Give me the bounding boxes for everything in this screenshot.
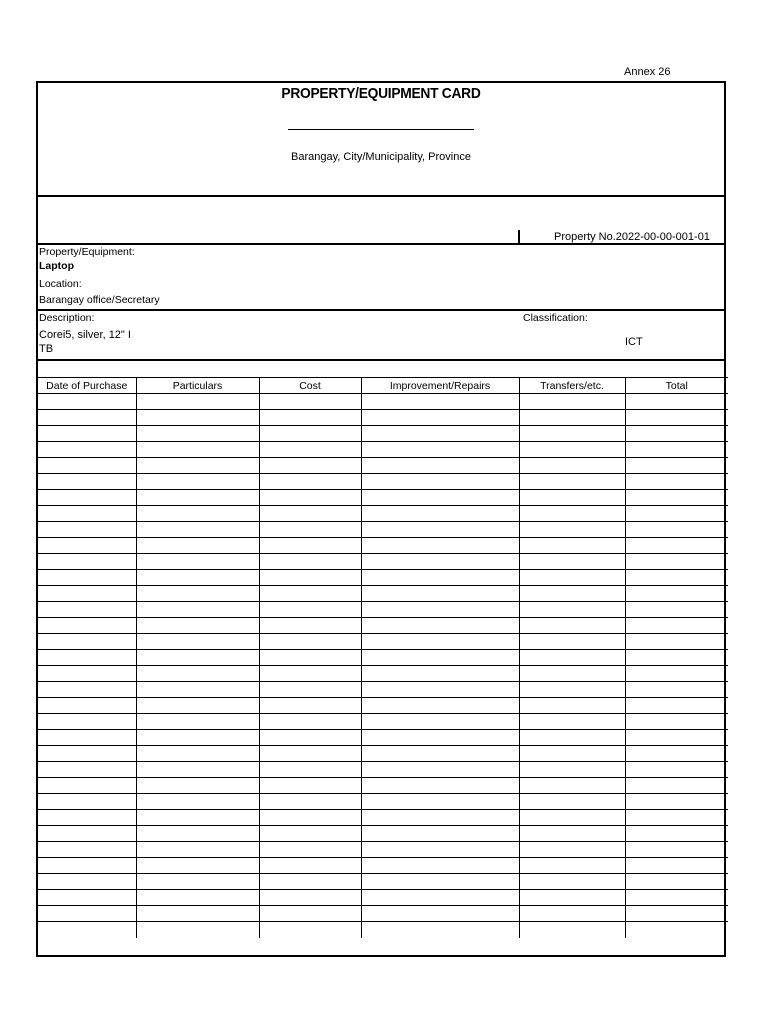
table-cell[interactable] <box>38 698 136 714</box>
table-cell[interactable] <box>625 602 728 618</box>
table-row <box>38 650 728 666</box>
table-cell[interactable] <box>259 842 361 858</box>
table-cell[interactable] <box>38 682 136 698</box>
table-row <box>38 506 728 522</box>
table-cell[interactable] <box>259 490 361 506</box>
table-cell[interactable] <box>625 858 728 874</box>
table-cell[interactable] <box>136 794 259 810</box>
table-cell[interactable] <box>519 778 625 794</box>
description-value: TB <box>39 343 54 355</box>
table-cell[interactable] <box>519 506 625 522</box>
table-row <box>38 410 728 426</box>
table-cell[interactable] <box>38 506 136 522</box>
table-cell[interactable] <box>519 602 625 618</box>
table-cell[interactable] <box>361 666 519 682</box>
table-cell[interactable] <box>259 794 361 810</box>
column-header: Particulars <box>136 378 259 394</box>
table-cell[interactable] <box>38 522 136 538</box>
table-cell[interactable] <box>259 778 361 794</box>
table-cell[interactable] <box>361 794 519 810</box>
table-cell[interactable] <box>361 410 519 426</box>
table-cell[interactable] <box>361 650 519 666</box>
table-cell[interactable] <box>361 618 519 634</box>
table-cell[interactable] <box>519 826 625 842</box>
table-row <box>38 698 728 714</box>
table-row <box>38 794 728 810</box>
table-cell[interactable] <box>38 634 136 650</box>
table-cell[interactable] <box>136 810 259 826</box>
table-cell[interactable] <box>259 586 361 602</box>
card-title: PROPERTY/EQUIPMENT CARD <box>281 85 481 102</box>
location-value: Barangay office/Secretary <box>39 294 160 306</box>
table-cell[interactable] <box>519 922 625 938</box>
table-cell[interactable] <box>361 778 519 794</box>
table-row <box>38 682 728 698</box>
table-cell[interactable] <box>38 730 136 746</box>
table-cell[interactable] <box>361 474 519 490</box>
classification-label: Classification: <box>523 312 588 324</box>
table-cell[interactable] <box>259 506 361 522</box>
table-cell[interactable] <box>38 618 136 634</box>
table-cell[interactable] <box>519 650 625 666</box>
table-cell[interactable] <box>625 906 728 922</box>
table-cell[interactable] <box>136 586 259 602</box>
table-cell[interactable] <box>136 394 259 410</box>
divider <box>38 243 724 245</box>
column-header: Date of Purchase <box>38 378 136 394</box>
table-cell[interactable] <box>625 778 728 794</box>
table-cell[interactable] <box>259 826 361 842</box>
table-row <box>38 842 728 858</box>
table-row <box>38 634 728 650</box>
table-cell[interactable] <box>361 746 519 762</box>
table-cell[interactable] <box>136 730 259 746</box>
table-cell[interactable] <box>519 810 625 826</box>
table-cell[interactable] <box>38 826 136 842</box>
table-cell[interactable] <box>38 778 136 794</box>
table-row <box>38 458 728 474</box>
table-cell[interactable] <box>625 522 728 538</box>
table-cell[interactable] <box>361 890 519 906</box>
table-cell[interactable] <box>361 538 519 554</box>
table-row <box>38 554 728 570</box>
table-cell[interactable] <box>625 506 728 522</box>
table-row <box>38 746 728 762</box>
table-cell[interactable] <box>259 634 361 650</box>
table-cell[interactable] <box>136 554 259 570</box>
table-cell[interactable] <box>361 874 519 890</box>
table-cell[interactable] <box>136 538 259 554</box>
table-cell[interactable] <box>519 730 625 746</box>
table-cell[interactable] <box>259 730 361 746</box>
table-row <box>38 730 728 746</box>
table-cell[interactable] <box>38 810 136 826</box>
table-cell[interactable] <box>136 906 259 922</box>
table-cell[interactable] <box>519 634 625 650</box>
table-cell[interactable] <box>361 522 519 538</box>
table-cell[interactable] <box>136 890 259 906</box>
table-cell[interactable] <box>361 698 519 714</box>
table-cell[interactable] <box>259 426 361 442</box>
table-cell[interactable] <box>38 746 136 762</box>
table-cell[interactable] <box>38 586 136 602</box>
table-cell[interactable] <box>625 570 728 586</box>
table-cell[interactable] <box>625 538 728 554</box>
property-number: Property No.2022-00-00-001-01 <box>554 231 710 243</box>
table-cell[interactable] <box>361 554 519 570</box>
table-cell[interactable] <box>625 762 728 778</box>
table-cell[interactable] <box>519 746 625 762</box>
table-cell[interactable] <box>361 922 519 938</box>
table-row <box>38 490 728 506</box>
barangay-blank-line <box>288 129 474 130</box>
table-cell[interactable] <box>136 650 259 666</box>
table-cell[interactable] <box>625 794 728 810</box>
table-cell[interactable] <box>519 538 625 554</box>
table-cell[interactable] <box>38 442 136 458</box>
table-row <box>38 778 728 794</box>
table-cell[interactable] <box>136 602 259 618</box>
table-cell[interactable] <box>136 490 259 506</box>
table-cell[interactable] <box>136 874 259 890</box>
table-cell[interactable] <box>625 442 728 458</box>
table-cell[interactable] <box>259 666 361 682</box>
divider <box>38 359 724 361</box>
table-cell[interactable] <box>625 634 728 650</box>
table-cell[interactable] <box>625 490 728 506</box>
table-cell[interactable] <box>625 890 728 906</box>
table-cell[interactable] <box>259 762 361 778</box>
table-cell[interactable] <box>625 746 728 762</box>
table-cell[interactable] <box>519 698 625 714</box>
table-cell[interactable] <box>38 842 136 858</box>
divider <box>518 230 520 244</box>
table-row <box>38 714 728 730</box>
table-cell[interactable] <box>136 922 259 938</box>
table-cell[interactable] <box>519 410 625 426</box>
ledger-body <box>38 394 728 938</box>
ledger-table <box>38 377 728 938</box>
table-cell[interactable] <box>625 618 728 634</box>
table-cell[interactable] <box>38 922 136 938</box>
table-cell[interactable] <box>361 810 519 826</box>
table-cell[interactable] <box>361 762 519 778</box>
table-cell[interactable] <box>259 858 361 874</box>
table-row <box>38 762 728 778</box>
table-cell[interactable] <box>38 458 136 474</box>
table-cell[interactable] <box>361 714 519 730</box>
table-row <box>38 858 728 874</box>
table-cell[interactable] <box>136 842 259 858</box>
table-cell[interactable] <box>136 858 259 874</box>
table-cell[interactable] <box>519 906 625 922</box>
table-cell[interactable] <box>625 426 728 442</box>
column-header: Improvement/Repairs <box>361 378 519 394</box>
table-cell[interactable] <box>625 410 728 426</box>
table-row <box>38 586 728 602</box>
table-row <box>38 618 728 634</box>
table-cell[interactable] <box>519 618 625 634</box>
table-cell[interactable] <box>38 570 136 586</box>
table-cell[interactable] <box>625 458 728 474</box>
column-header: Cost <box>259 378 361 394</box>
table-cell[interactable] <box>38 650 136 666</box>
divider <box>38 195 724 197</box>
table-cell[interactable] <box>259 618 361 634</box>
table-cell[interactable] <box>259 810 361 826</box>
table-cell[interactable] <box>259 458 361 474</box>
table-row <box>38 890 728 906</box>
table-cell[interactable] <box>38 554 136 570</box>
property-equipment-value: Laptop <box>39 260 74 272</box>
table-row <box>38 922 728 938</box>
table-cell[interactable] <box>136 474 259 490</box>
table-cell[interactable] <box>136 682 259 698</box>
table-cell[interactable] <box>625 586 728 602</box>
table-cell[interactable] <box>136 458 259 474</box>
table-cell[interactable] <box>361 842 519 858</box>
table-cell[interactable] <box>38 602 136 618</box>
table-cell[interactable] <box>519 714 625 730</box>
table-cell[interactable] <box>38 794 136 810</box>
table-row <box>38 394 728 410</box>
table-cell[interactable] <box>519 458 625 474</box>
table-cell[interactable] <box>136 570 259 586</box>
table-cell[interactable] <box>38 874 136 890</box>
table-cell[interactable] <box>259 410 361 426</box>
description-label: Description: <box>39 312 95 324</box>
table-cell[interactable] <box>136 410 259 426</box>
table-cell[interactable] <box>361 490 519 506</box>
column-header: Transfers/etc. <box>519 378 625 394</box>
table-cell[interactable] <box>136 698 259 714</box>
table-cell[interactable] <box>38 490 136 506</box>
table-cell[interactable] <box>625 874 728 890</box>
description-value: Corei5, silver, 12" I <box>39 329 131 341</box>
property-card <box>36 81 726 957</box>
table-cell[interactable] <box>361 682 519 698</box>
table-cell[interactable] <box>519 586 625 602</box>
table-cell[interactable] <box>625 474 728 490</box>
table-cell[interactable] <box>519 890 625 906</box>
divider <box>38 309 724 311</box>
table-cell[interactable] <box>38 858 136 874</box>
table-cell[interactable] <box>625 666 728 682</box>
table-row <box>38 810 728 826</box>
table-cell[interactable] <box>259 538 361 554</box>
table-cell[interactable] <box>361 426 519 442</box>
table-cell[interactable] <box>625 714 728 730</box>
table-cell[interactable] <box>519 858 625 874</box>
table-cell[interactable] <box>259 922 361 938</box>
table-cell[interactable] <box>38 714 136 730</box>
table-cell[interactable] <box>259 394 361 410</box>
table-row <box>38 602 728 618</box>
column-header: Total <box>625 378 728 394</box>
table-cell[interactable] <box>136 442 259 458</box>
table-cell[interactable] <box>38 666 136 682</box>
table-cell[interactable] <box>361 634 519 650</box>
table-cell[interactable] <box>136 666 259 682</box>
table-row <box>38 666 728 682</box>
table-cell[interactable] <box>361 906 519 922</box>
table-cell[interactable] <box>136 826 259 842</box>
table-row <box>38 538 728 554</box>
table-cell[interactable] <box>361 730 519 746</box>
table-cell[interactable] <box>519 762 625 778</box>
table-cell[interactable] <box>259 714 361 730</box>
table-row <box>38 474 728 490</box>
table-cell[interactable] <box>625 394 728 410</box>
table-cell[interactable] <box>625 554 728 570</box>
table-cell[interactable] <box>519 442 625 458</box>
table-row <box>38 522 728 538</box>
table-cell[interactable] <box>625 682 728 698</box>
table-cell[interactable] <box>259 442 361 458</box>
table-cell[interactable] <box>259 698 361 714</box>
table-cell[interactable] <box>38 890 136 906</box>
table-cell[interactable] <box>136 426 259 442</box>
table-cell[interactable] <box>361 394 519 410</box>
table-cell[interactable] <box>259 890 361 906</box>
table-cell[interactable] <box>361 602 519 618</box>
table-cell[interactable] <box>136 746 259 762</box>
table-cell[interactable] <box>259 474 361 490</box>
table-cell[interactable] <box>361 826 519 842</box>
table-cell[interactable] <box>519 490 625 506</box>
table-cell[interactable] <box>519 794 625 810</box>
table-cell[interactable] <box>38 474 136 490</box>
table-cell[interactable] <box>259 650 361 666</box>
annex-label: Annex 26 <box>624 66 671 78</box>
table-cell[interactable] <box>38 762 136 778</box>
table-cell[interactable] <box>259 522 361 538</box>
table-cell[interactable] <box>259 874 361 890</box>
table-cell[interactable] <box>519 474 625 490</box>
location-label: Location: <box>39 278 82 290</box>
table-cell[interactable] <box>625 826 728 842</box>
table-cell[interactable] <box>625 650 728 666</box>
table-cell[interactable] <box>38 410 136 426</box>
property-equipment-label: Property/Equipment: <box>39 246 135 258</box>
table-cell[interactable] <box>38 394 136 410</box>
table-row <box>38 826 728 842</box>
table-cell[interactable] <box>38 906 136 922</box>
table-cell[interactable] <box>259 602 361 618</box>
table-cell[interactable] <box>519 522 625 538</box>
table-cell[interactable] <box>136 778 259 794</box>
table-cell[interactable] <box>136 506 259 522</box>
table-cell[interactable] <box>519 666 625 682</box>
table-cell[interactable] <box>361 506 519 522</box>
table-cell[interactable] <box>625 698 728 714</box>
table-cell[interactable] <box>38 426 136 442</box>
table-cell[interactable] <box>625 842 728 858</box>
table-cell[interactable] <box>361 442 519 458</box>
table-cell[interactable] <box>259 906 361 922</box>
table-cell[interactable] <box>136 522 259 538</box>
table-header-row <box>38 378 728 394</box>
table-cell[interactable] <box>625 810 728 826</box>
table-cell[interactable] <box>519 426 625 442</box>
table-cell[interactable] <box>136 762 259 778</box>
table-cell[interactable] <box>361 858 519 874</box>
table-cell[interactable] <box>519 874 625 890</box>
table-cell[interactable] <box>361 570 519 586</box>
table-cell[interactable] <box>259 746 361 762</box>
location-caption: Barangay, City/Municipality, Province <box>291 151 471 163</box>
table-cell[interactable] <box>519 842 625 858</box>
table-cell[interactable] <box>625 922 728 938</box>
table-cell[interactable] <box>136 714 259 730</box>
table-cell[interactable] <box>361 586 519 602</box>
table-cell[interactable] <box>361 458 519 474</box>
table-cell[interactable] <box>625 730 728 746</box>
table-row <box>38 570 728 586</box>
table-row <box>38 442 728 458</box>
table-row <box>38 874 728 890</box>
table-cell[interactable] <box>519 554 625 570</box>
table-cell[interactable] <box>259 570 361 586</box>
table-cell[interactable] <box>259 554 361 570</box>
table-cell[interactable] <box>38 538 136 554</box>
table-cell[interactable] <box>136 618 259 634</box>
table-cell[interactable] <box>136 634 259 650</box>
table-cell[interactable] <box>519 682 625 698</box>
table-cell[interactable] <box>519 570 625 586</box>
classification-value: ICT <box>625 336 643 348</box>
table-row <box>38 426 728 442</box>
table-cell[interactable] <box>259 682 361 698</box>
table-cell[interactable] <box>519 394 625 410</box>
table-row <box>38 906 728 922</box>
